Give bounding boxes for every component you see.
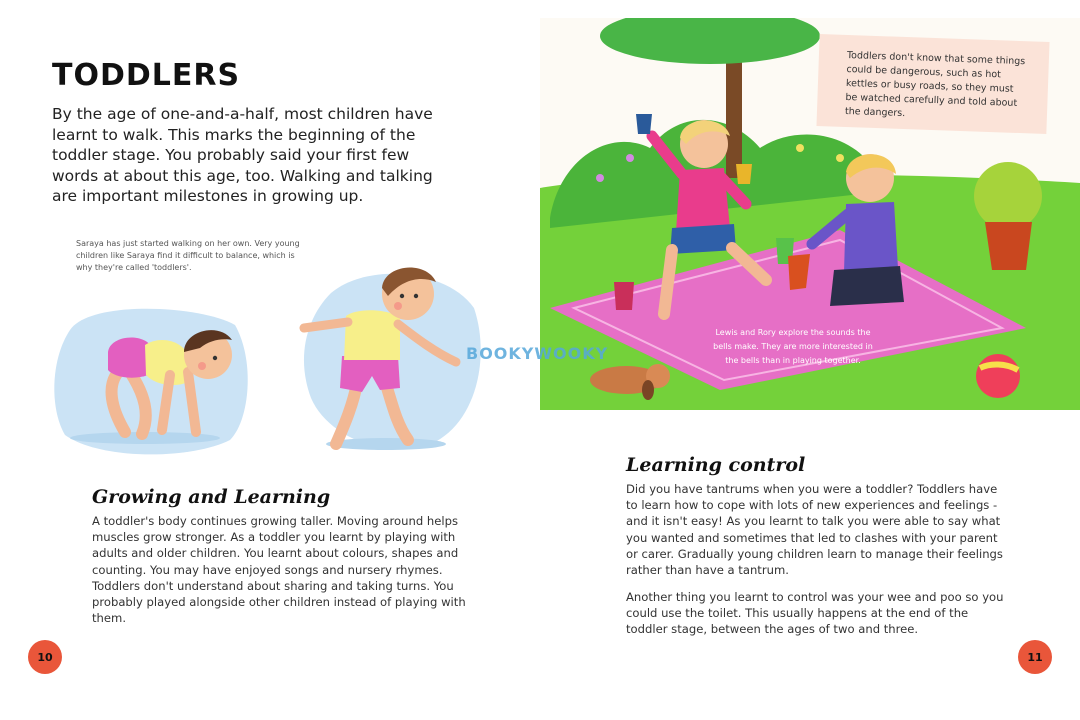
illustration-caption: Saraya has just started walking on her own. Very young children like Saraya find it difficult to balance, which is why they're called 'toddlers'. xyxy=(76,239,300,272)
walking-toddler-illustration xyxy=(296,258,486,458)
page-number-left: 10 xyxy=(28,640,62,674)
scene-caption: Lewis and Rory explore the sounds the bells make. They are more interested in the bells than in playing together. xyxy=(713,328,873,365)
crawling-toddler-illustration xyxy=(50,300,250,460)
paragraph-tantrums: Did you have tantrums when you were a toddler? Toddlers have to learn how to cope with lots of new experiences and feelings - and it isn't easy! As you learnt to talk you were able to say what you wanted and sometimes that led to clashes with your parent or carer. Gradually young children learn to manage their feelings rather than have a tantrum. xyxy=(626,482,1003,578)
page-title: TODDLERS xyxy=(52,58,241,93)
intro-paragraph: By the age of one-and-a-half, most children have learnt to walk. This marks the beginning of the toddler stage. You probably said your first few words at about this age, too. Walking and talking are important milestones in growing up. xyxy=(52,105,433,205)
section-heading-learning-control: Learning control xyxy=(626,454,806,476)
safety-note xyxy=(816,34,1049,134)
right-page xyxy=(540,0,1080,720)
page-number-right: 11 xyxy=(1018,640,1052,674)
paragraph-toilet: Another thing you learnt to control was your wee and poo so you could use the toilet. This usually happens at the end of the toddler stage, between the ages of two and three. xyxy=(626,590,1004,637)
section-heading-growing: Growing and Learning xyxy=(92,486,331,508)
section-body-growing: A toddler's body continues growing taller. Moving around helps muscles grow stronger. As a toddler you learnt by playing with adults and older children. You learnt about colours, shapes and counting. You may have enjoyed songs and nursery rhymes. Toddlers don't understand about sharing and taking turns. You probably played alongside other children instead of playing with them. xyxy=(92,514,466,626)
safety-note-text: Toddlers don't know that some things could be dangerous, such as hot kettles or busy roads, so they must be watched carefully and told about the dangers. xyxy=(844,49,1026,120)
watermark: BOOKYWOOKY xyxy=(466,344,609,363)
